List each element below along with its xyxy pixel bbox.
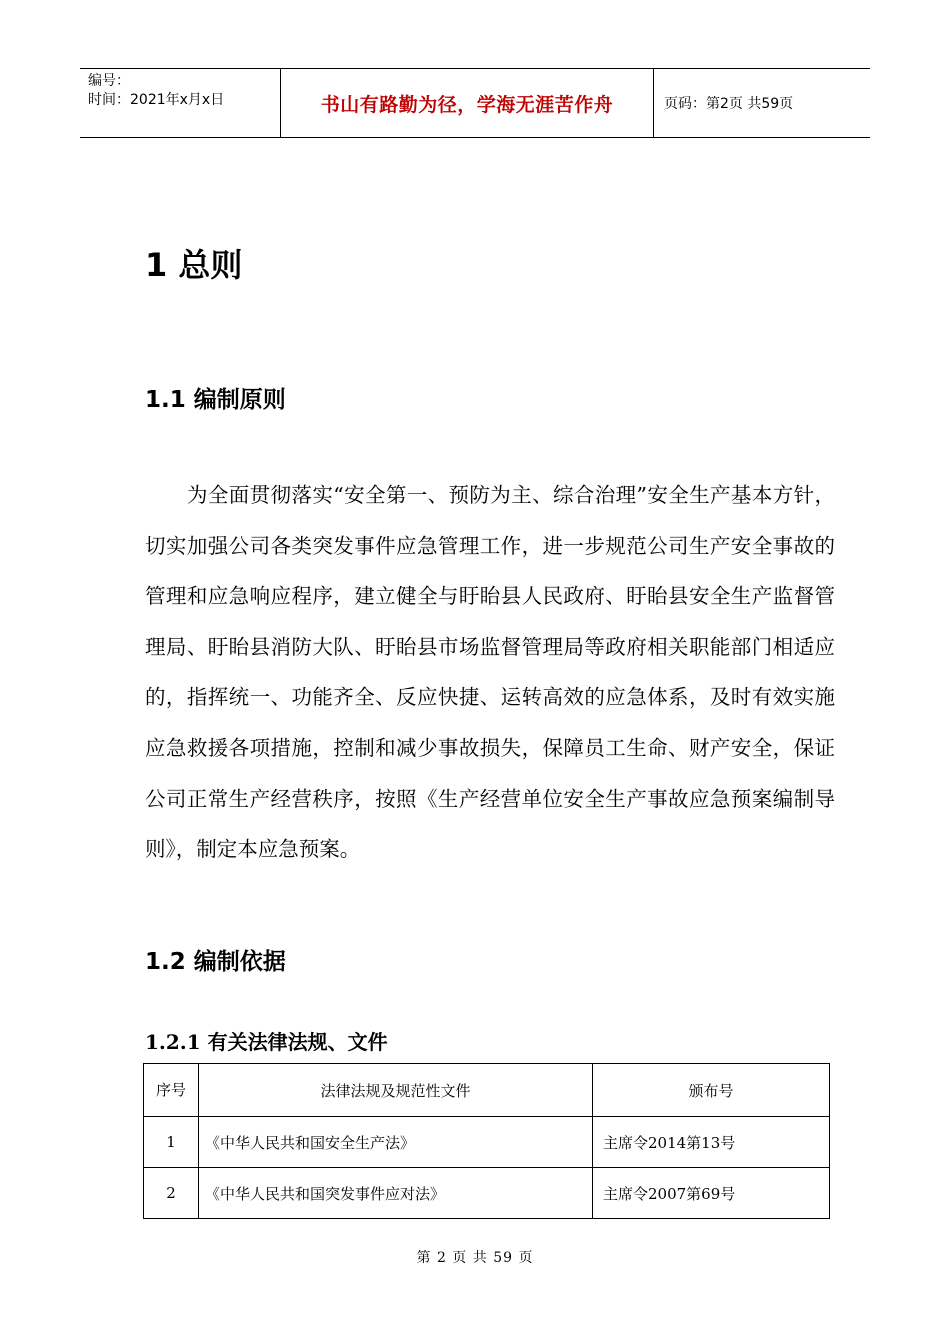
- laws-table: [143, 1063, 830, 1219]
- cell-number: 主席令2007第69号: [593, 1168, 830, 1219]
- cell-name: 《中华人民共和国突发事件应对法》: [199, 1168, 593, 1219]
- page-footer: 第 2 页 共 59 页: [416, 1250, 534, 1266]
- header-number-label: 编号：: [88, 73, 130, 89]
- principles-paragraph: 为全面贯彻落实“安全第一、预防为主、综合治理”安全生产基本方针，切实加强公司各类突发事件应急管理工作，进一步规范公司生产安全事故的管理和应急响应程序，建立健全与盱眙县人民政府、盱眙县安全生产监督管理局、盱眙县消防大队、盱眙县市场监督管理局等政府相关职能部门相适应的，指挥统一、功能齐全、反应快捷、运转高效的应急体系，及时有效实施应急救援各项措施，控制和减少事故损失，保障员工生命、财产安全，保证公司正常生产经营秩序，按照《生产经营单位安全生产事故应急预案编制导则》，制定本应急预案。: [145, 483, 835, 862]
- column-header-number: 颁布号: [593, 1064, 830, 1117]
- chapter-title: 1 总则: [145, 246, 243, 284]
- header-page-info: 页码：第2页 共59页: [664, 96, 794, 112]
- header-meta: [80, 69, 281, 137]
- cell-name: 《中华人民共和国安全生产法》: [199, 1117, 593, 1168]
- section-title-basis: 1.2 编制依据: [145, 949, 286, 975]
- column-header-no: 序号: [144, 1064, 199, 1117]
- table-row: [144, 1117, 830, 1168]
- column-header-name: 法律法规及规范性文件: [199, 1064, 593, 1117]
- section-title-principles: 1.1 编制原则: [145, 387, 286, 413]
- table-row: [144, 1168, 830, 1219]
- table-header-row: [144, 1064, 830, 1117]
- subsection-title-laws: 1.2.1 有关法律法规、文件: [145, 1030, 388, 1054]
- document-header: [80, 68, 870, 138]
- header-motto: 书山有路勤为径，学海无涯苦作舟: [281, 69, 654, 137]
- header-time-label: 时间：2021年x月x日: [88, 92, 225, 108]
- cell-no: 2: [144, 1168, 199, 1219]
- cell-number: 主席令2014第13号: [593, 1117, 830, 1168]
- cell-no: 1: [144, 1117, 199, 1168]
